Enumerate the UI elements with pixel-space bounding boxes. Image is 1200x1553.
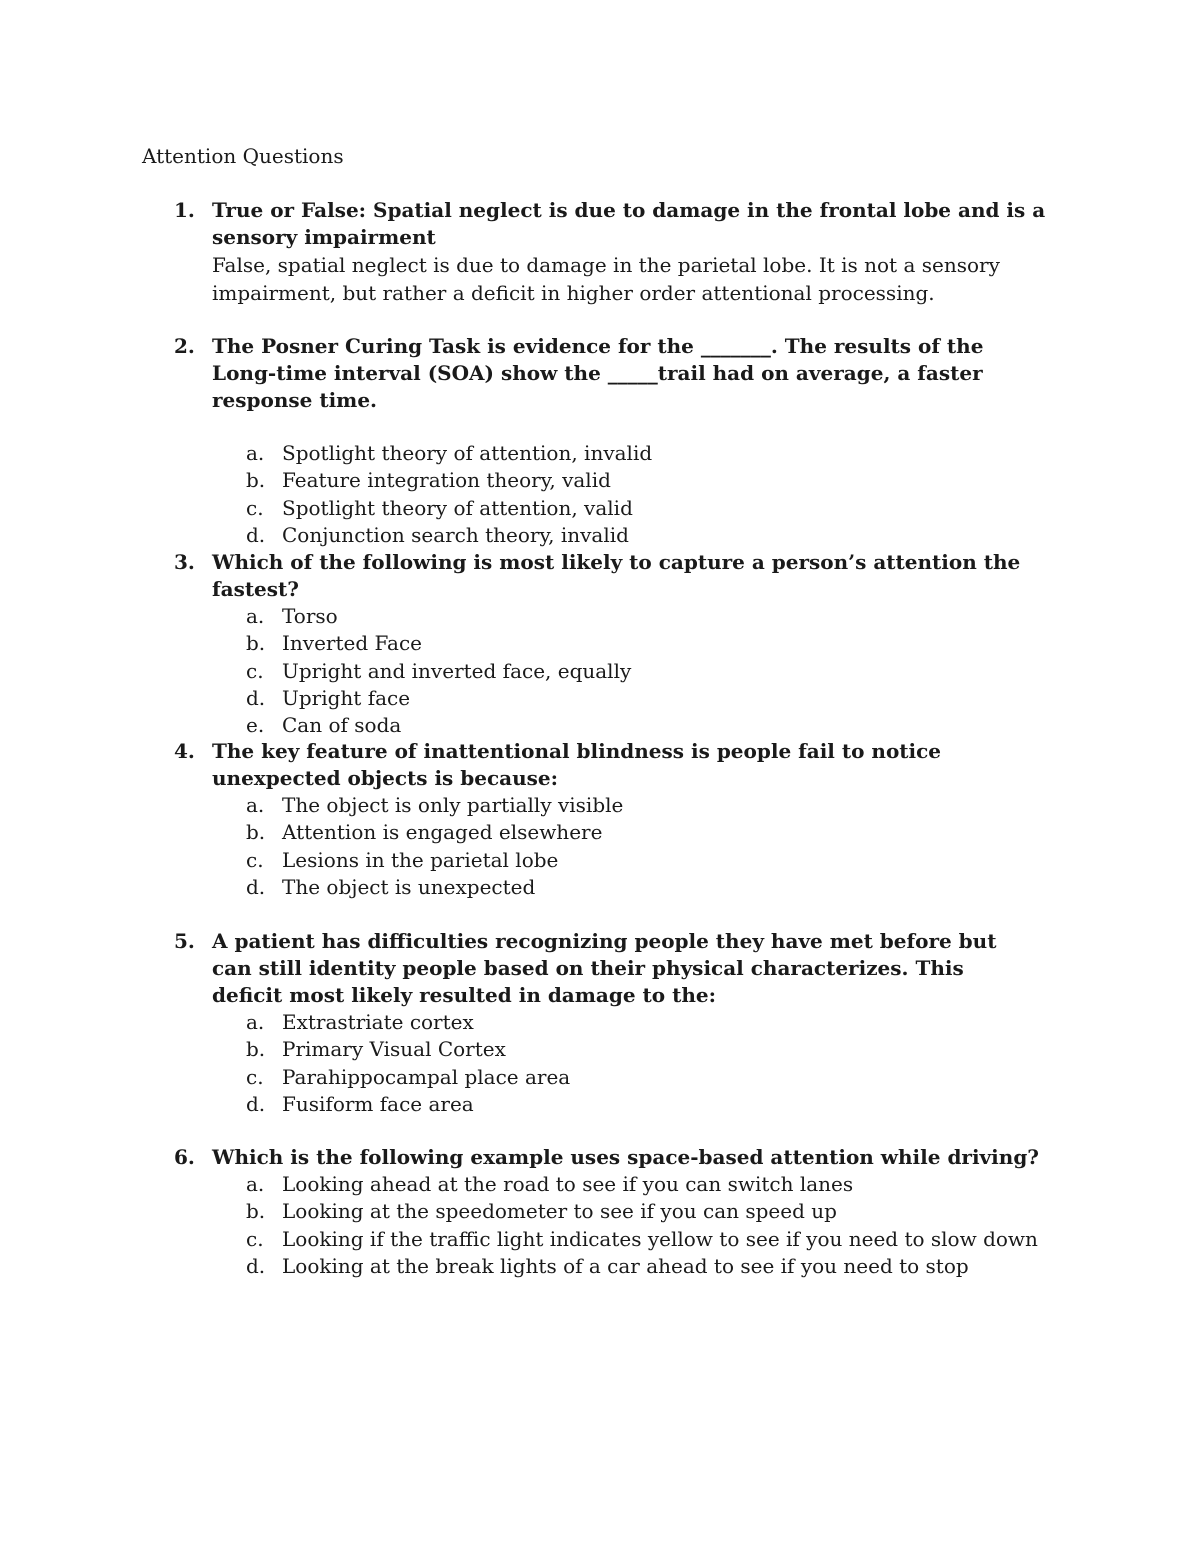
question-text: True or False: Spatial neglect is due to damage in the frontal lobe and is a sensory impairment — [212, 198, 1046, 249]
list-item — [212, 1036, 1072, 1063]
list-item — [212, 712, 1072, 739]
option-letter: a. — [246, 441, 265, 465]
option-text: Can of soda — [282, 713, 402, 738]
option-text: Attention is engaged elsewhere — [282, 820, 603, 845]
option-text: Spotlight theory of attention, valid — [282, 495, 633, 520]
option-text: The object is unexpected — [282, 874, 536, 899]
option-text: Lesions in the parietal lobe — [282, 847, 559, 872]
option-letter: c. — [246, 1064, 264, 1089]
list-item — [212, 847, 1072, 874]
option-text: Fusiform face area — [282, 1091, 474, 1116]
question-number: 1. — [174, 198, 195, 222]
option-letter: c. — [246, 1226, 264, 1251]
answer-text: False, spatial neglect is due to damage in the parietal lobe. It is not a sensory impairment, but rather a deficit in higher order attentional processing. — [212, 253, 1000, 305]
options-list — [212, 603, 1072, 739]
options-list — [212, 440, 1072, 549]
option-letter: c. — [246, 847, 264, 872]
list-item — [212, 1171, 1072, 1198]
list-item — [212, 1198, 1072, 1225]
option-letter: d. — [246, 1253, 266, 1278]
option-text: Upright face — [282, 685, 411, 710]
list-item — [212, 1253, 1072, 1280]
option-letter: b. — [246, 820, 266, 845]
option-letter: b. — [246, 631, 266, 656]
option-letter: c. — [246, 658, 264, 683]
question-body — [212, 549, 1072, 739]
list-item — [212, 630, 1072, 657]
question-text: Which of the following is most likely to capture a person’s attention the fastest? — [212, 550, 1021, 601]
list-item — [212, 792, 1072, 819]
list-item — [212, 685, 1072, 712]
question-number: 4. — [174, 739, 195, 763]
option-letter: c. — [246, 495, 264, 520]
question-body — [212, 928, 1072, 1118]
document-title: Attention Questions — [142, 144, 344, 168]
list-item — [212, 1091, 1072, 1118]
option-letter: d. — [246, 522, 266, 547]
list-item — [212, 440, 1072, 467]
list-item — [212, 874, 1072, 901]
option-text: Looking if the traffic light indicates yellow to see if you need to slow down — [282, 1226, 1038, 1251]
list-item — [212, 467, 1072, 494]
option-letter: d. — [246, 685, 266, 710]
option-letter: d. — [246, 874, 266, 899]
question-number: 5. — [174, 929, 195, 953]
question-body — [212, 1144, 1072, 1280]
list-item — [212, 658, 1072, 685]
option-letter: a. — [246, 1172, 265, 1196]
option-text: Primary Visual Cortex — [282, 1037, 506, 1062]
option-text: Inverted Face — [282, 631, 422, 656]
list-item — [212, 522, 1072, 549]
list-item — [212, 1064, 1072, 1091]
option-text: Feature integration theory, valid — [282, 468, 611, 493]
option-text: Looking ahead at the road to see if you can switch lanes — [282, 1172, 854, 1196]
question-text: A patient has difficulties recognizing people they have met before but can still identity people based on their physical characterizes. This deficit most likely resulted in damage to the: — [212, 929, 997, 1007]
option-text: Torso — [282, 604, 338, 628]
option-letter: b. — [246, 468, 266, 493]
list-item — [212, 1226, 1072, 1253]
option-letter: e. — [246, 713, 265, 738]
option-text: Looking at the speedometer to see if you can speed up — [282, 1199, 837, 1224]
option-text: Looking at the break lights of a car ahead to see if you need to stop — [282, 1253, 969, 1278]
list-item — [212, 1009, 1072, 1036]
question-body — [212, 333, 1072, 549]
question-number: 3. — [174, 550, 195, 574]
options-list — [212, 1009, 1072, 1118]
options-list — [212, 1171, 1072, 1280]
option-letter: a. — [246, 793, 265, 817]
list-item — [212, 819, 1072, 846]
option-text: Spotlight theory of attention, invalid — [282, 441, 653, 465]
option-letter: a. — [246, 604, 265, 628]
list-item — [212, 603, 1072, 630]
option-letter: b. — [246, 1199, 266, 1224]
question-text: The key feature of inattentional blindness is people fail to notice unexpected objects is because: — [212, 739, 942, 790]
question-body — [212, 197, 1072, 307]
option-text: Extrastriate cortex — [282, 1010, 474, 1034]
option-text: Upright and inverted face, equally — [282, 658, 632, 683]
option-text: The object is only partially visible — [282, 793, 624, 817]
option-letter: a. — [246, 1010, 265, 1034]
option-letter: d. — [246, 1091, 266, 1116]
question-text: The Posner Curing Task is evidence for the _______. The results of the Long-time interval (SOA) show the _____trail had on average, a faster response time. — [212, 334, 984, 412]
option-letter: b. — [246, 1037, 266, 1062]
question-number: 6. — [174, 1145, 195, 1169]
options-list — [212, 792, 1072, 901]
option-text: Conjunction search theory, invalid — [282, 522, 629, 547]
list-item — [212, 495, 1072, 522]
question-text: Which is the following example uses space-based attention while driving? — [212, 1145, 1040, 1169]
question-body — [212, 738, 1072, 901]
question-number: 2. — [174, 334, 195, 358]
option-text: Parahippocampal place area — [282, 1064, 571, 1089]
